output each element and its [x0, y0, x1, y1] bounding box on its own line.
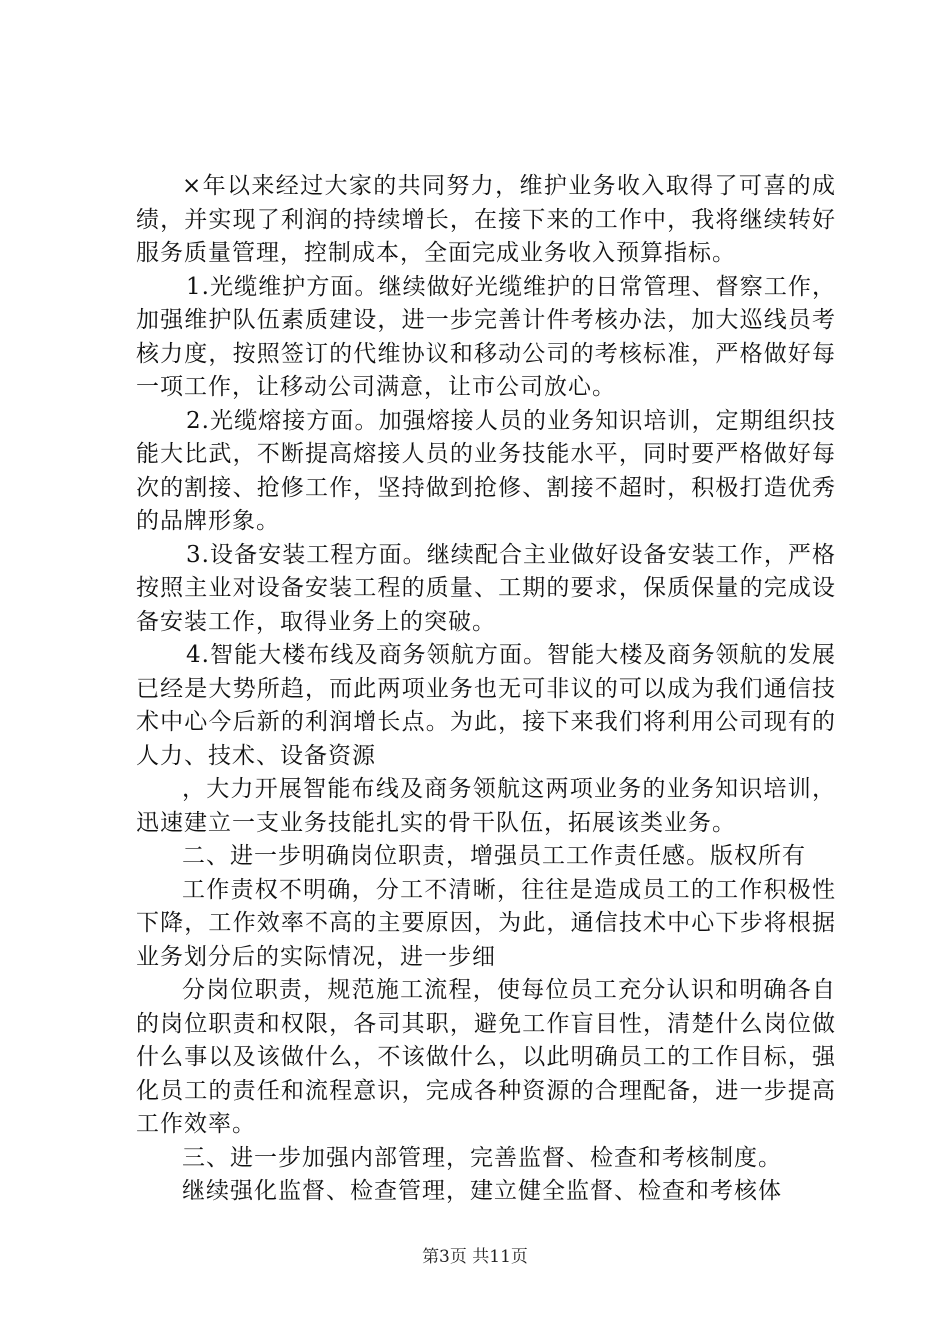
section-heading: 二、进一步明确岗位职责，增强员工工作责任感。版权所有 — [182, 843, 806, 869]
paragraph: ，大力开展智能布线及商务领航这两项业务的业务知识培训，迅速建立一支业务技能扎实的骨干队伍，拓展该类业务。 — [136, 776, 836, 836]
paragraph: 1.光缆维护方面。继续做好光缆维护的日常管理、督察工作，加强维护队伍素质建设，进一步完善计件考核办法，加大巡线员考核力度，按照签订的代维协议和移动公司的考核标准，严格做好每一项工作，让移动公司满意，让市公司放心。 — [136, 273, 836, 400]
paragraph: 继续强化监督、检查管理，建立健全监督、检查和考核体 — [182, 1178, 782, 1204]
paragraph: 3.设备安装工程方面。继续配合主业做好设备安装工作，严格按照主业对设备安装工程的质量、工期的要求，保质保量的完成设备安装工作，取得业务上的突破。 — [136, 541, 836, 635]
paragraph: 4.智能大楼布线及商务领航方面。智能大楼及商务领航的发展已经是大势所趋，而此两项业务也无可非议的可以成为我们通信技术中心今后新的利润增长点。为此，接下来我们将利用公司现有的人力、技术、设备资源 — [136, 642, 836, 769]
document-body — [136, 170, 836, 1209]
section-heading: 三、进一步加强内部管理，完善监督、检查和考核制度。 — [182, 1144, 782, 1171]
paragraph: ×年以来经过大家的共同努力，维护业务收入取得了可喜的成绩，并实现了利润的持续增长，在接下来的工作中，我将继续转好服务质量管理，控制成本，全面完成业务收入预算指标。 — [136, 173, 836, 266]
page-footer — [0, 1242, 950, 1267]
paragraph: 工作责权不明确，分工不清晰，往往是造成员工的工作积极性下降，工作效率不高的主要原因，为此，通信技术中心下步将根据业务划分后的实际情况，进一步细 — [136, 876, 836, 970]
paragraph: 2.光缆熔接方面。加强熔接人员的业务知识培训，定期组织技能大比武，不断提高熔接人员的业务技能水平，同时要严格做好每次的割接、抢修工作，坚持做到抢修、割接不超时，积极打造优秀的品牌形象。 — [136, 407, 836, 534]
paragraph: 分岗位职责，规范施工流程，使每位员工充分认识和明确各自的岗位职责和权限，各司其职，避免工作盲目性，清楚什么岗位做什么事以及该做什么，不该做什么，以此明确员工的工作目标，强化员工的责任和流程意识，完成各种资源的合理配备，进一步提高工作效率。 — [136, 977, 836, 1137]
page-number-label: 第3页 共11页 — [422, 1247, 528, 1267]
